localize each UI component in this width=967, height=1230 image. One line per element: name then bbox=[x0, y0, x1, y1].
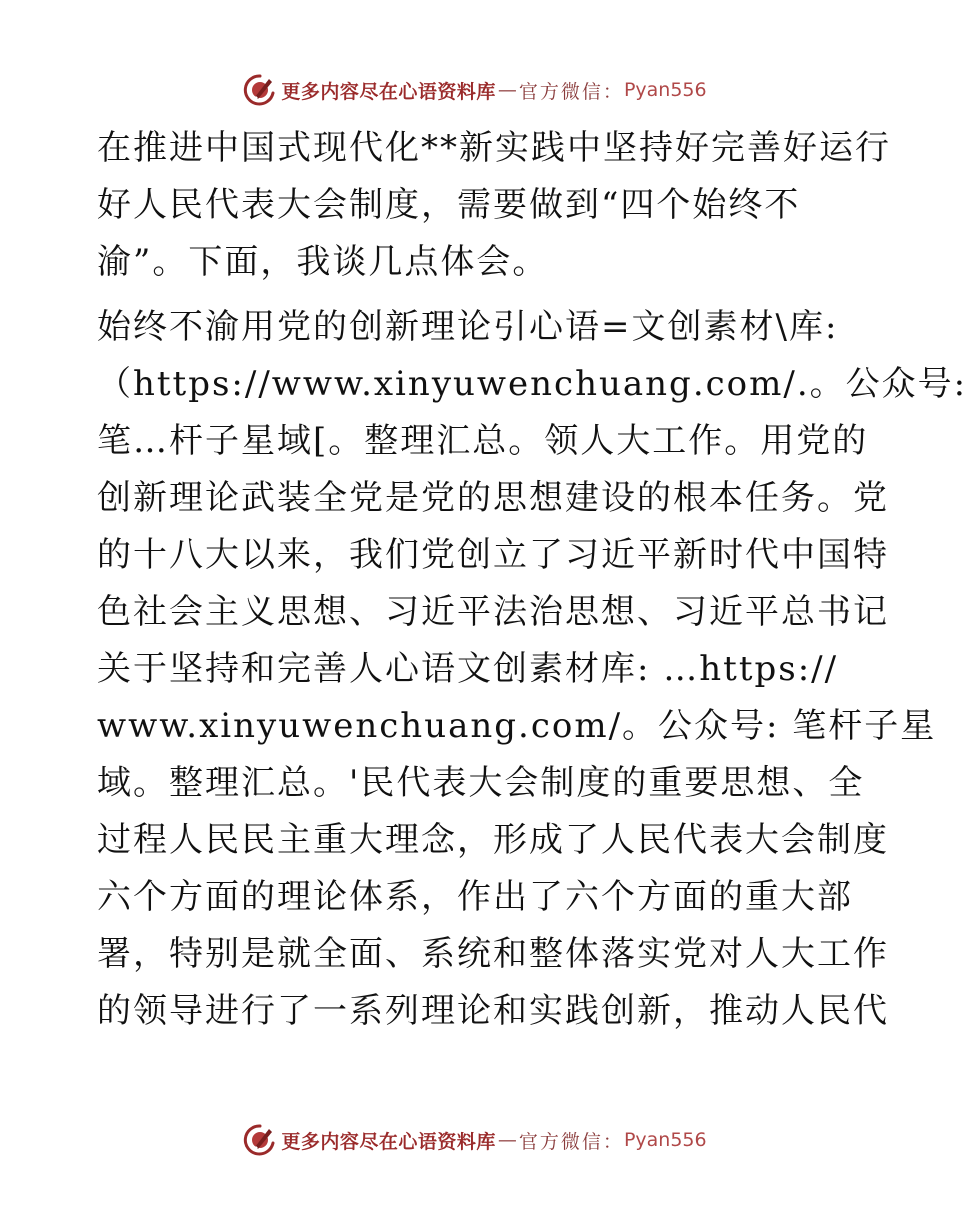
quill-pen-circle-logo-icon bbox=[243, 73, 277, 107]
text-line: 域。整理汇总。'民代表大会制度的重要思想、全 bbox=[97, 763, 865, 803]
text-line: 过程人民民主重大理念，形成了人民代表大会制度 bbox=[97, 820, 889, 860]
text-line: 的领导进行了一系列理论和实践创新，推动人民代 bbox=[97, 991, 889, 1031]
banner-wechat-id: Pyan556 bbox=[623, 79, 707, 101]
text-line: 渝”。下面，我谈几点体会。 bbox=[97, 242, 549, 282]
text-line: 关于坚持和完善人心语文创素材库: …https:// bbox=[97, 649, 839, 689]
text-line: 的十八大以来，我们党创立了习近平新时代中国特 bbox=[97, 535, 889, 575]
text-line: 笔…杆子星域[。整理汇总。领人大工作。用党的 bbox=[97, 421, 869, 461]
text-line: www.xinyuwenchuang.com/。公众号: 笔杆子星 bbox=[97, 706, 937, 746]
banner-wechat-label: 官方微信： bbox=[518, 1130, 624, 1153]
banner-wechat-id: Pyan556 bbox=[623, 1129, 707, 1151]
paragraph-1 bbox=[97, 120, 891, 291]
text-line: 色社会主义思想、习近平法治思想、习近平总书记 bbox=[97, 592, 889, 632]
header-banner bbox=[0, 70, 950, 110]
banner-dash: — bbox=[497, 79, 517, 101]
text-line: 始终不渝用党的创新理论引心语=文创素材\库: bbox=[97, 307, 839, 347]
banner-brand-text: 更多内容尽在心语资料库 bbox=[281, 1130, 496, 1153]
text-line: （https://www.xinyuwenchuang.com/.。公众号: bbox=[97, 364, 967, 404]
text-line: 好人民代表大会制度，需要做到“四个始终不 bbox=[97, 185, 801, 225]
text-line: 创新理论武装全党是党的思想建设的根本任务。党 bbox=[97, 478, 889, 518]
document-body bbox=[97, 120, 967, 1040]
text-line: 在推进中国式现代化**新实践中坚持好完善好运行 bbox=[97, 128, 891, 168]
paragraph-2 bbox=[97, 299, 967, 1040]
text-line: 六个方面的理论体系，作出了六个方面的重大部 bbox=[97, 877, 853, 917]
text-line: 署，特别是就全面、系统和整体落实党对人大工作 bbox=[97, 934, 889, 974]
banner-dash: — bbox=[497, 1129, 517, 1151]
banner-wechat-label: 官方微信： bbox=[518, 80, 624, 103]
quill-pen-circle-logo-icon bbox=[243, 1123, 277, 1157]
banner-brand-text: 更多内容尽在心语资料库 bbox=[281, 80, 496, 103]
footer-banner bbox=[0, 1120, 950, 1160]
